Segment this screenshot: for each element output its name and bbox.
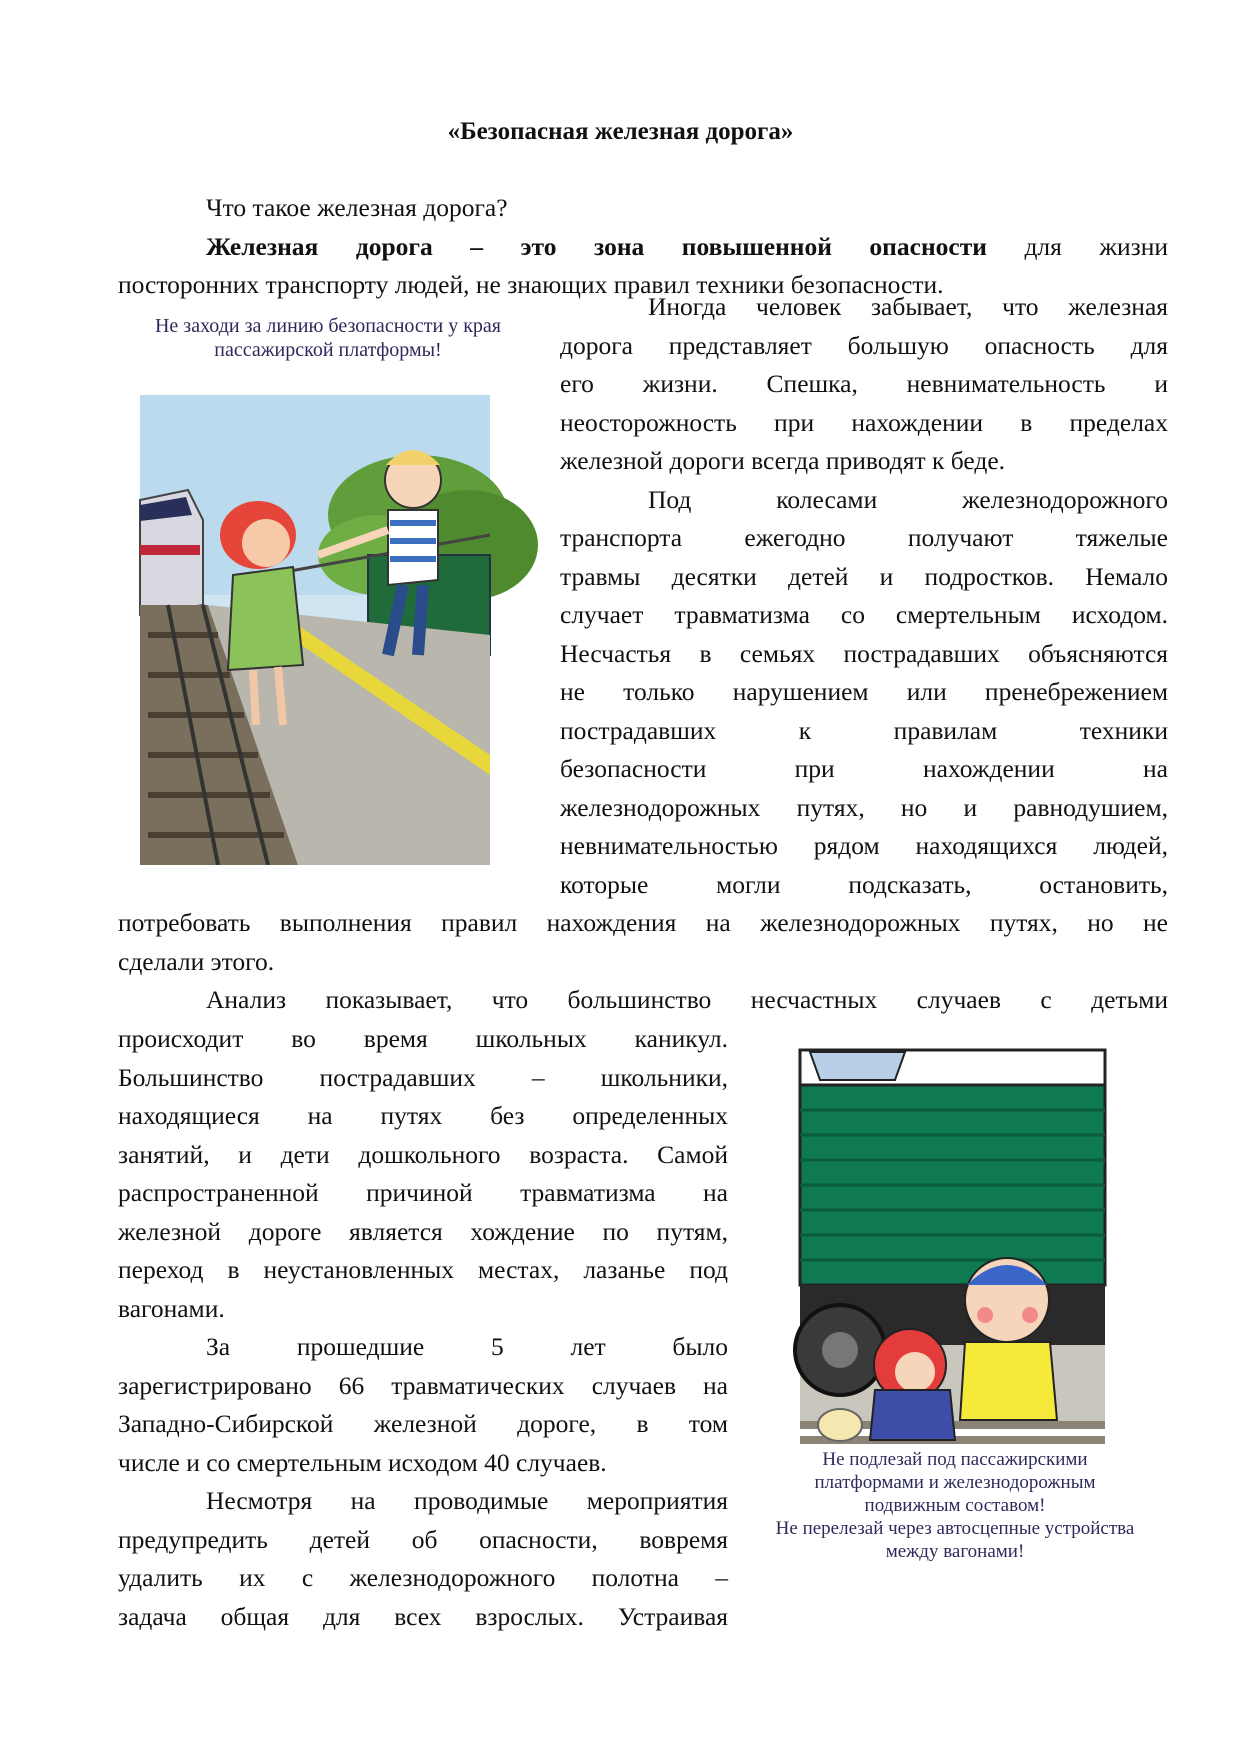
text-line: железной дороги всегда приводят к беде. xyxy=(560,446,1006,475)
text-line: Большинство пострадавших – школьники, xyxy=(118,1062,728,1092)
text-line: потребовать выполнения правил нахождения на железнодорожных путях, но не xyxy=(118,908,1168,937)
text-line: переход в неустановленных местах, лазанье под xyxy=(118,1255,728,1284)
text-line: его жизни. Спешка, невнимательность и xyxy=(560,369,1168,398)
illustration-2-caption-3: подвижным составом! xyxy=(864,1495,1046,1516)
text-line: Западно-Сибирской железной дороге, в том xyxy=(118,1409,728,1438)
under-train-illustration xyxy=(745,1030,1165,1590)
intro-definition-line1 xyxy=(118,228,1168,267)
text-line: Несмотря на проводимые мероприятия xyxy=(206,1486,728,1515)
text-line: пострадавших к правилам техники xyxy=(560,715,1168,745)
illustration-1-caption-2: пассажирской платформы! xyxy=(214,339,442,361)
text-line: За прошедшие 5 лет было xyxy=(206,1332,728,1361)
text-line: травмы десятки детей и подростков. Немало xyxy=(560,561,1168,591)
intro-question: Что такое железная дорога? xyxy=(206,193,508,222)
text-line: не только нарушением или пренебрежением xyxy=(560,677,1168,706)
illustration-1-caption-1: Не заходи за линию безопасности у края xyxy=(154,315,502,337)
illustration-2-caption-5: между вагонами! xyxy=(885,1541,1025,1562)
right-column-text xyxy=(560,288,1168,904)
under-train-cartoon-icon xyxy=(745,1030,1165,1450)
text-line: предупредить детей об опасности, вовремя xyxy=(118,1524,728,1554)
text-line: занятий, и дети дошкольного возраста. Самой xyxy=(118,1139,728,1169)
intro-definition-line2: посторонних транспорту людей, не знающих правил техники безопасности. xyxy=(118,270,944,299)
text-line: числе и со смертельным исходом 40 случаев. xyxy=(118,1447,607,1477)
text-line: транспорта ежегодно получают тяжелые xyxy=(560,523,1168,552)
text-line: невнимательностью рядом находящихся людей, xyxy=(560,831,1168,860)
text-line: Иногда человек забывает, что железная xyxy=(648,292,1168,321)
text-line: неосторожность при нахождении в пределах xyxy=(560,407,1168,437)
text-line: задача общая для всех взрослых. Устраивая xyxy=(118,1601,728,1631)
left-column-text xyxy=(118,1020,728,1636)
text-line: железнодорожных путях, но и равнодушием, xyxy=(560,792,1168,822)
text-line: которые могли подсказать, остановить, xyxy=(560,869,1168,899)
text-line: случает травматизма со смертельным исходом. xyxy=(560,600,1168,629)
definition-bold: Железная дорога – это зона повышенной опасности xyxy=(206,232,987,261)
text-line: зарегистрировано 66 травматических случаев на xyxy=(118,1370,728,1400)
text-line: распространенной причиной травматизма на xyxy=(118,1178,728,1207)
platform-safety-illustration xyxy=(118,305,538,865)
text-line: вагонами. xyxy=(118,1293,225,1323)
text-line: сделали этого. xyxy=(118,946,275,976)
illustration-2-caption-2: платформами и железнодорожным xyxy=(814,1472,1096,1493)
definition-rest-1: для жизни xyxy=(1024,232,1168,261)
text-line: находящиеся на путях без определенных xyxy=(118,1101,728,1130)
illustration-2-caption-4: Не перелезай через автосцепные устройства xyxy=(775,1518,1135,1539)
text-line: Несчастья в семьях пострадавших объясняются xyxy=(560,638,1168,668)
illustration-2-caption-1: Не подлезай под пассажирскими xyxy=(822,1449,1088,1470)
text-line: Анализ показывает, что большинство несчастных случаев с детьми xyxy=(206,985,1168,1014)
platform-safety-cartoon-icon xyxy=(118,305,538,865)
text-line: железной дороге является хождение по путям, xyxy=(118,1216,728,1246)
full-width-text xyxy=(118,904,1168,1020)
page-title: «Безопасная железная дорога» xyxy=(447,118,794,145)
text-line: происходит во время школьных каникул. xyxy=(118,1024,728,1053)
text-line: безопасности при нахождении на xyxy=(560,754,1168,783)
text-line: удалить их с железнодорожного полотна – xyxy=(118,1563,728,1592)
text-line: Под колесами железнодорожного xyxy=(648,484,1168,514)
text-line: дорога представляет большую опасность для xyxy=(560,330,1168,360)
